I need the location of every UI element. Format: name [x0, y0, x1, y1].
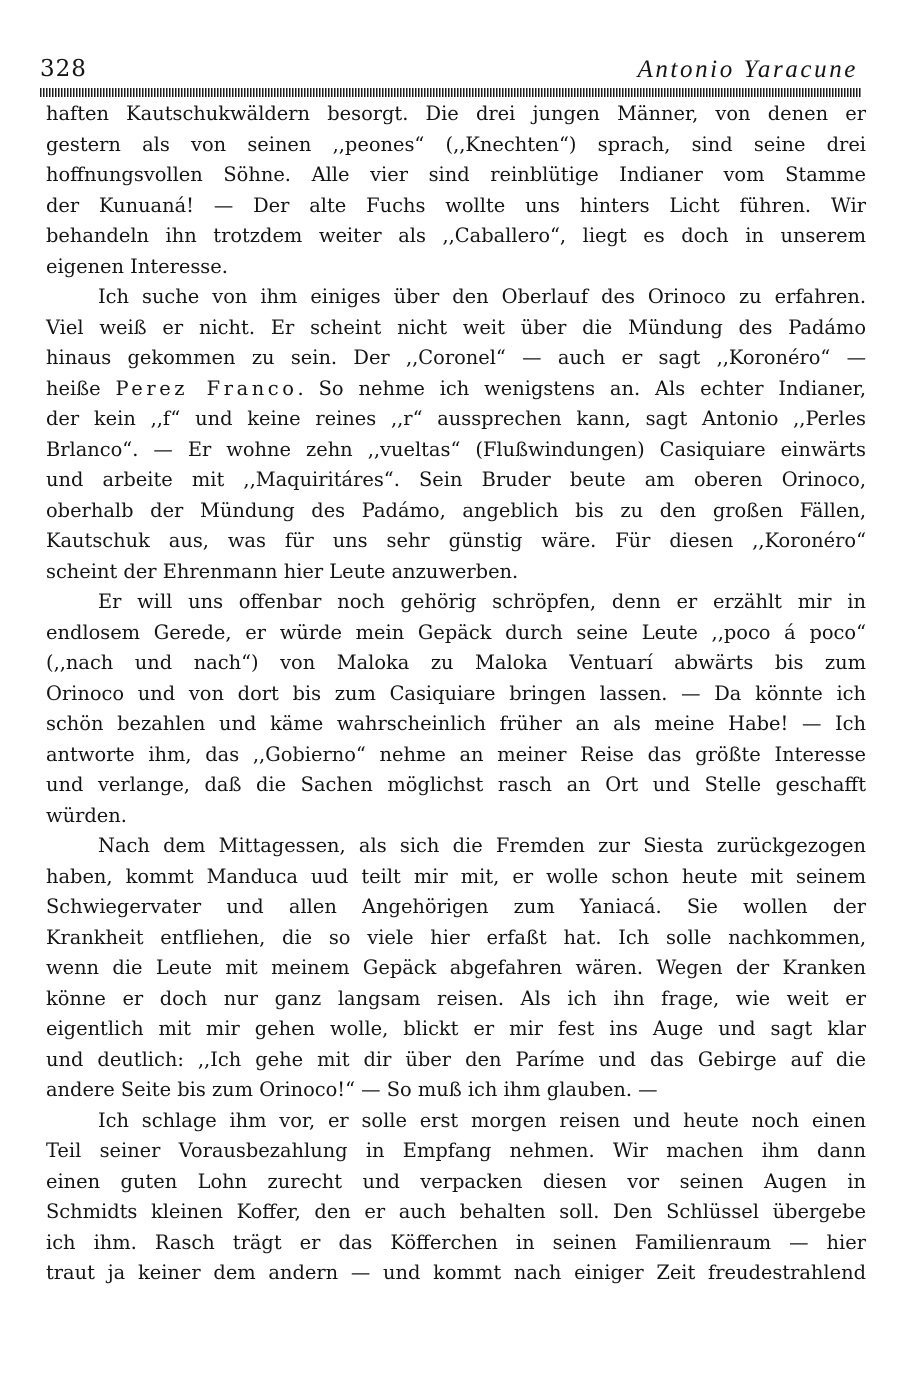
- text-line: (,,nach und nach“) von Maloka zu Maloka Ventuarí abwärts bis zum: [46, 651, 866, 674]
- text-line: könne er doch nur ganz langsam reisen. Als ich ihn frage, wie weit er: [46, 986, 866, 1010]
- paragraph: [46, 831, 866, 1106]
- text-line: hinaus gekommen zu sein. Der ,,Coronel“ — auch er sagt ,,Koronéro“ —: [46, 346, 866, 369]
- paragraph: [46, 1106, 866, 1289]
- text-fragment: . So nehme ich wenigstens an. Als echter Indianer,: [297, 376, 866, 400]
- text-fragment: heiße: [46, 376, 116, 400]
- text-line: [46, 374, 866, 405]
- text-line: der Kunuaná! — Der alte Fuchs wollte uns hinters Licht führen. Wir: [46, 193, 866, 217]
- text-line: andere Seite bis zum Orinoco!“ — So muß ich ihm glauben. —: [46, 1078, 658, 1101]
- text-line: Orinoco und von dort bis zum Casiquiare bringen lassen. — Da könnte ich: [46, 681, 866, 705]
- paragraph: [46, 587, 866, 831]
- text-line: der kein ,,f“ und keine reines ,,r“ aussprechen kann, sagt Antonio ,,Perles: [46, 407, 866, 430]
- text-line: behandeln ihn trotzdem weiter als ,,Caballero“, liegt es doch in unserem: [46, 224, 866, 247]
- page-header: [40, 56, 862, 90]
- text-line: Kautschuk aus, was für uns sehr günstig wäre. Für diesen ,,Koronéro“: [46, 529, 866, 552]
- text-line: scheint der Ehrenmann hier Leute anzuwerben.: [46, 559, 519, 583]
- text-line: ich ihm. Rasch trägt er das Köfferchen in seinen Familienraum — hier: [46, 1230, 866, 1254]
- spaced-name: Perez Franco: [115, 376, 298, 400]
- paragraph: [46, 282, 866, 587]
- text-line: würden.: [46, 803, 127, 827]
- body-text: [46, 99, 866, 1289]
- text-line: hoffnungsvollen Söhne. Alle vier sind reinblütige Indianer vom Stamme: [46, 163, 866, 186]
- running-head: Antonio Yaracune: [637, 56, 858, 83]
- text-line: Er will uns offenbar noch gehörig schröpfen, denn er erzählt mir in: [98, 590, 866, 613]
- text-line: und arbeite mit ,,Maquiritáres“. Sein Bruder beute am oberen Orinoco,: [46, 468, 866, 491]
- text-line: Nach dem Mittagessen, als sich die Fremden zur Siesta zurückgezogen: [98, 834, 866, 857]
- text-line: wenn die Leute mit meinem Gepäck abgefahren wären. Wegen der Kranken: [46, 956, 866, 979]
- text-line: endlosem Gerede, er würde mein Gepäck durch seine Leute ,,poco á poco“: [46, 620, 866, 644]
- text-line: und verlange, daß die Sachen möglichst rasch an Ort und Stelle geschafft: [46, 773, 866, 796]
- text-line: eigenen Interesse.: [46, 254, 228, 278]
- text-line: haben, kommt Manduca uud teilt mir mit, er wolle schon heute mit seinem: [46, 864, 866, 888]
- text-line: haften Kautschukwäldern besorgt. Die drei jungen Männer, von denen er: [46, 102, 866, 125]
- header-rule: [40, 88, 862, 97]
- paragraph: [46, 99, 866, 282]
- text-line: traut ja keiner dem andern — und kommt nach einiger Zeit freudestrahlend: [46, 1261, 866, 1284]
- text-line: Krankheit entfliehen, die so viele hier erfaßt hat. Ich solle nachkommen,: [46, 925, 866, 949]
- text-line: oberhalb der Mündung des Padámo, angeblich bis zu den großen Fällen,: [46, 498, 866, 522]
- text-line: Ich schlage ihm vor, er solle erst morgen reisen und heute noch einen: [98, 1108, 866, 1132]
- text-line: und deutlich: ,,Ich gehe mit dir über den Paríme und das Gebirge auf die: [46, 1047, 866, 1071]
- text-line: eigentlich mit mir gehen wolle, blickt er mir fest ins Auge und sagt klar: [46, 1017, 866, 1040]
- text-line: Ich suche von ihm einiges über den Oberlauf des Orinoco zu erfahren.: [98, 285, 866, 308]
- text-line: Schwiegervater und allen Angehörigen zum Yaniacá. Sie wollen der: [46, 895, 866, 918]
- text-line: Schmidts kleinen Koffer, den er auch behalten soll. Den Schlüssel übergebe: [46, 1200, 866, 1223]
- text-line: Teil seiner Vorausbezahlung in Empfang nehmen. Wir machen ihm dann: [46, 1139, 866, 1162]
- text-line: schön bezahlen und käme wahrscheinlich früher an als meine Habe! — Ich: [46, 712, 866, 735]
- text-line: antworte ihm, das ,,Gobierno“ nehme an meiner Reise das größte Interesse: [46, 742, 866, 766]
- text-line: gestern als von seinen ,,peones“ (,,Knechten“) sprach, sind seine drei: [46, 132, 866, 156]
- text-line: Viel weiß er nicht. Er scheint nicht weit über die Mündung des Padámo: [46, 315, 866, 339]
- page-number: 328: [40, 56, 87, 82]
- text-line: einen guten Lohn zurecht und verpacken diesen vor seinen Augen in: [46, 1169, 866, 1193]
- text-line: Brlanco“. — Er wohne zehn ,,vueltas“ (Flußwindungen) Casiquiare einwärts: [46, 437, 866, 461]
